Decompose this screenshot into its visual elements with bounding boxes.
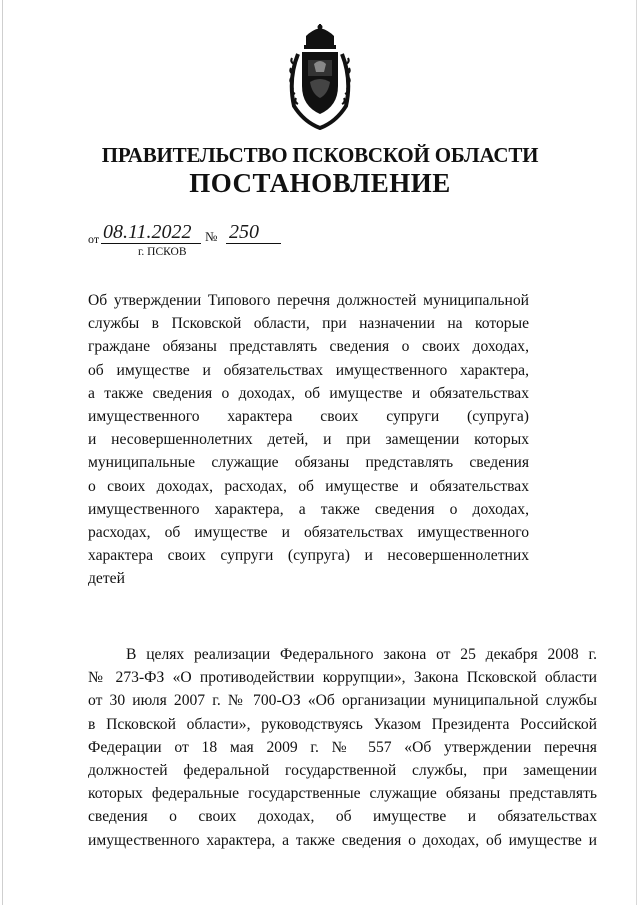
body-line: от 30 июля 2007 г. № 700-ОЗ «Об организации муниципальной службы <box>88 692 597 710</box>
subject-line: характера своих супруги (супруга) и несовершеннолетних <box>88 547 529 565</box>
document-city: г. ПСКОВ <box>138 246 187 258</box>
number-label: № <box>205 229 218 244</box>
body-line: которых федеральные государственные служащие обязаны представлять <box>88 785 597 803</box>
document-meta-row <box>88 221 388 251</box>
government-title: ПРАВИТЕЛЬСТВО ПСКОВСКОЙ ОБЛАСТИ <box>101 143 539 167</box>
scan-edge-left <box>2 0 3 905</box>
subject-line: имущественного характера, а также сведения о доходах, <box>88 500 529 518</box>
pskov-coat-of-arms-emblem <box>284 24 356 130</box>
body-line: В целях реализации Федерального закона от 25 декабря 2008 г. <box>126 646 597 663</box>
document-date: 08.11.2022 <box>101 221 201 244</box>
subject-line: расходах, об имуществе и обязательствах имущественного <box>88 523 529 541</box>
document-type-title: ПОСТАНОВЛЕНИЕ <box>189 168 451 198</box>
subject-line: Об утверждении Типового перечня должностей муниципальной <box>88 292 529 309</box>
document-body <box>88 643 597 852</box>
body-line: в Псковской области», руководствуясь Указом Президента Российской <box>88 715 597 733</box>
subject-line: об имуществе и обязательствах имущественного характера, <box>88 361 529 379</box>
subject-line: детей <box>88 570 125 588</box>
subject-line: муниципальные служащие обязаны представлять сведения <box>88 454 529 472</box>
subject-line: о своих доходах, расходах, об имуществе и обязательствах <box>88 477 529 495</box>
body-line: Федерации от 18 мая 2009 г. № 557 «Об утверждении перечня <box>88 738 597 756</box>
subject-line: и несовершеннолетних детей, и при замещении которых <box>88 431 529 449</box>
body-line: имущественного характера, а также сведения о доходах, об имуществе и <box>88 831 597 849</box>
body-line: должностей федеральной государственной службы, при замещении <box>88 761 597 779</box>
date-prefix-label: от <box>88 232 100 246</box>
scan-edge-right <box>636 0 637 905</box>
document-subject <box>88 289 529 590</box>
subject-line: граждане обязаны представлять сведения о своих доходах, <box>88 338 529 356</box>
subject-line: а также сведения о доходах, об имуществе и обязательствах <box>88 384 529 402</box>
document-number: 250 <box>226 221 281 244</box>
subject-line: службы в Псковской области, при назначении на которые <box>88 315 529 333</box>
subject-line: имущественного характера своих супруги (супруга) <box>88 407 529 425</box>
body-line: № 273-ФЗ «О противодействии коррупции», Закона Псковской области <box>88 669 597 687</box>
body-line: сведения о своих доходах, об имуществе и обязательствах <box>88 808 597 826</box>
